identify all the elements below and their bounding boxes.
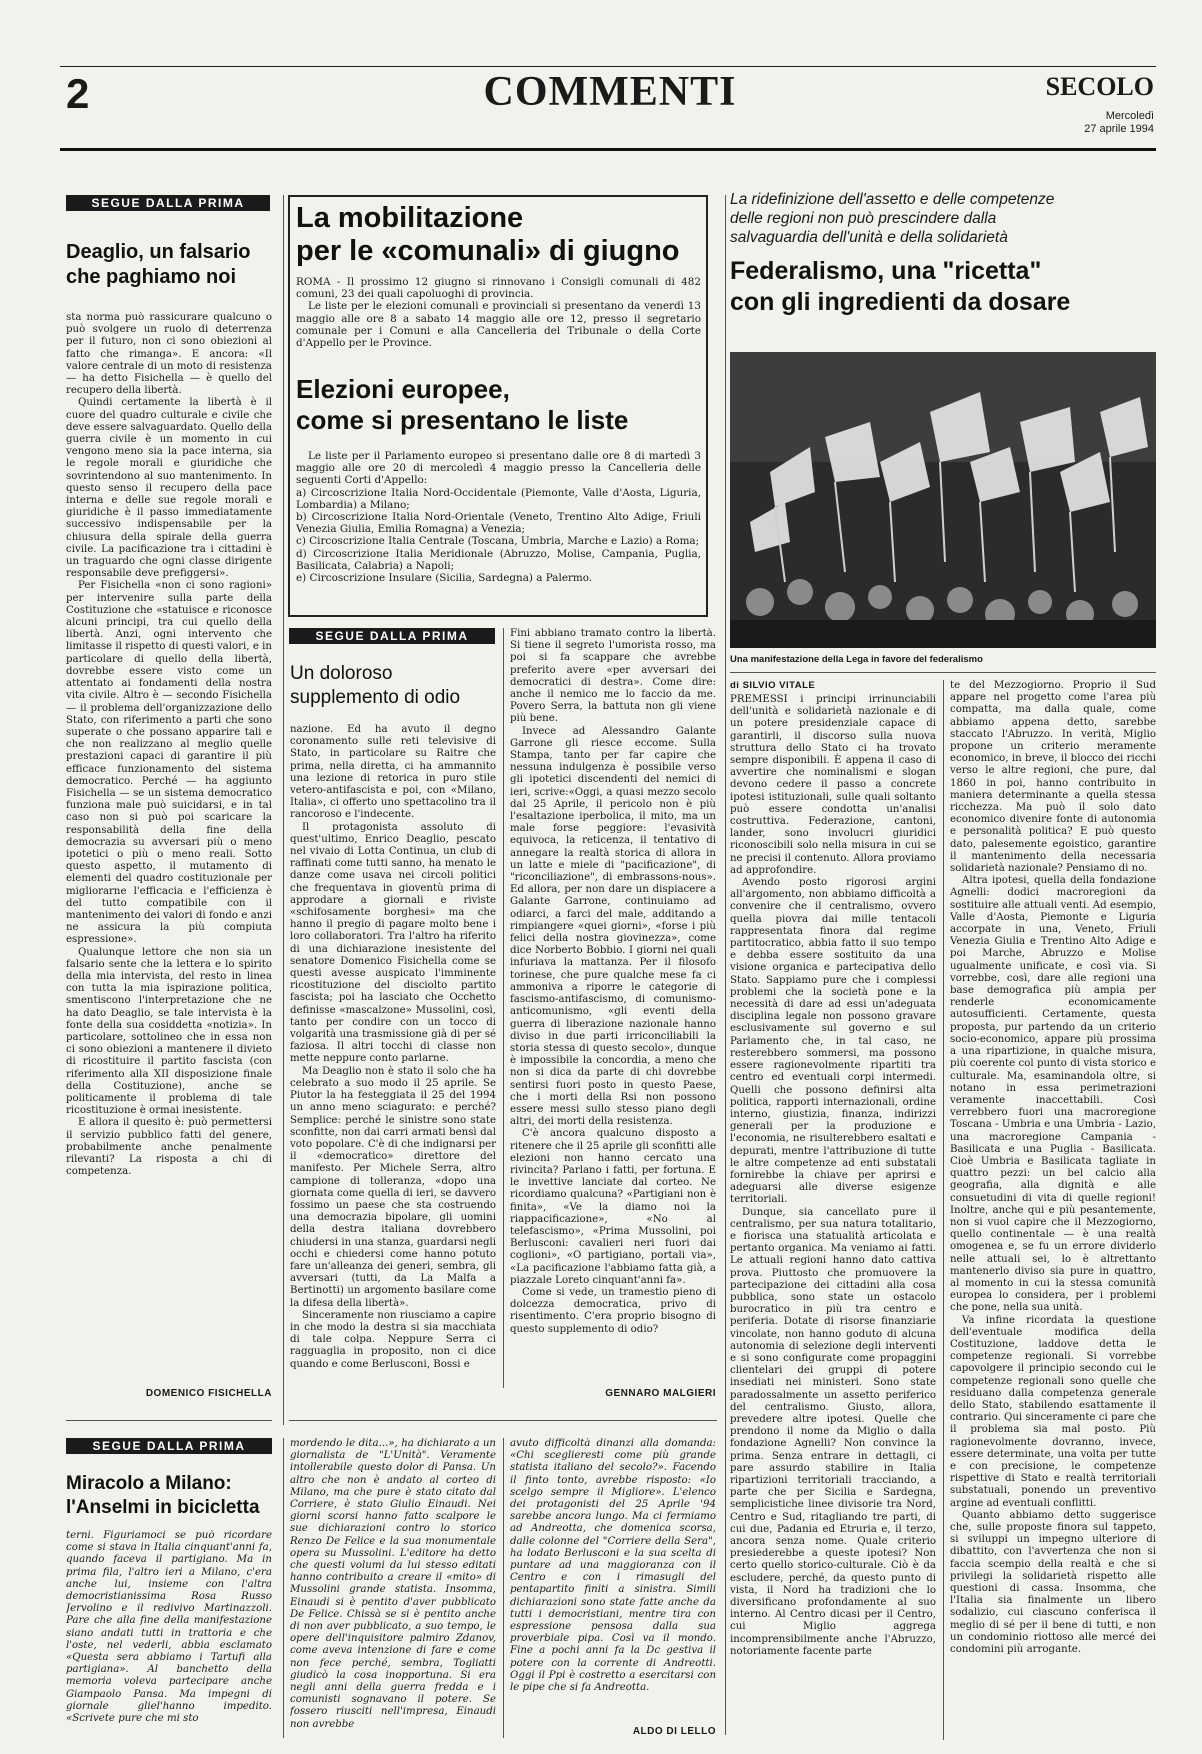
europee-headline-line2: come si presentano le liste bbox=[296, 405, 629, 435]
art2-column-1 bbox=[290, 724, 496, 1386]
column-rule bbox=[503, 1438, 504, 1738]
art4-kicker-line1: La ridefinizione dell'assetto e delle competenze bbox=[730, 191, 1055, 208]
art4-paragraph: Quanto abbiamo detto suggerisce che, sulle proposte finora sul tappeto, si sviluppi un impegno ulteriore di dibattito, con l'avvertenza che non si faccia scempio della realtà e che si privilegi la solidarietà rispetto alle questioni di cassa. Insomma, che l'Italia sia finalmente un libero sodalizio, cui ciascuno conferisca il meglio di sé per il bene di tutti, e non un condominio riottoso alle mercé dei condomini più arrogante. bbox=[950, 1509, 1156, 1656]
art3-column-1 bbox=[66, 1530, 272, 1740]
europee-headline bbox=[296, 374, 701, 436]
europee-intro: Le liste per il Parlamento europeo si presentano dalle ore 8 di martedì 3 maggio alle ore 20 di mercoledì 4 maggio presso la Cancelleria delle seguenti Corti d'Appello: bbox=[296, 450, 701, 487]
art4-headline-line2: con gli ingredienti da dosare bbox=[730, 288, 1071, 316]
art3-paragraph: avuto difficoltà dinanzi alla domanda: «Chi sceglieresti come più grande statista italiano del secolo?». Facendo il finto tonto, avrebbe risposto: «Io scelgo sempre il Migliore». L'elenco dei protagonisti del 25 Aprile '94 sarebbe ancora lungo. Ma ci fermiamo ad Andreotta, che domenica scorsa, dalle colonne del "Corriere della Sera", ha lodato Berlusconi e la sua scelta di puntare ad una maggioranza con il Centro e con i rimasugli del pentapartito finiti a sinistra. Simili dichiarazioni sono state fatte anche da tutti i democristiani, mentre tira con espressione pensosa dalla sua proverbiale pipa. Così va il mondo. Fine a pochi anni fa la Dc gestiva il potere con la corrente di Andreotti. Oggi il Ppi è costretto a esercitarsi con le pipe che si fa Andreotta. bbox=[510, 1438, 716, 1694]
europee-headline-line1: Elezioni europee, bbox=[296, 374, 510, 404]
comunali-headline-line2: per le «comunali» di giugno bbox=[296, 235, 680, 267]
art4-paragraph: te del Mezzogiorno. Proprio il Sud appare nel progetto come l'area più compatta, ma dalla quale, come abbiamo appena detto, sarebbe staccato l'Abruzzo. In verità, Miglio propone un criterio meramente economico, in breve, il blocco dei ricchi verso le altre regioni, che pure, dal 1860 in poi, hanno contribuito in maniera determinante a quella stessa ricchezza. Ma può il solo dato economico divenire fonte di autonomia e personalità politica? E può questo dato, palesemente egoistico, garantire il mantenimento della necessaria solidarietà nazionale? Pensiamo di no. bbox=[950, 680, 1156, 875]
art3-column-3 bbox=[510, 1438, 716, 1722]
art3-signature: ALDO DI LELLO bbox=[632, 1726, 716, 1737]
column-rule bbox=[943, 680, 944, 1740]
art2-paragraph: Fini abbiano tramato contro la libertà. Si tiene il segreto l'umorista rosso, ma poi si fa scappare che avrebbe preferito avere «per avversari dei democratici di destra». Come dire: anche il nemico me lo faccio da me. Povero Serra, la battuta non gli viene più bene. bbox=[510, 628, 716, 725]
art3-kicker-bar: SEGUE DALLA PRIMA bbox=[66, 1438, 272, 1454]
art2-headline-line2: supplemento di odio bbox=[290, 687, 461, 708]
art4-column-1 bbox=[730, 694, 936, 1744]
art3-headline bbox=[66, 1472, 278, 1520]
column-rule bbox=[283, 195, 284, 1425]
column-rule bbox=[725, 195, 726, 1735]
art1-headline-line2: che paghiamo noi bbox=[66, 266, 237, 288]
column-rule bbox=[503, 628, 504, 1388]
issue-weekday: Mercoledì bbox=[1105, 110, 1154, 122]
art3-headline-line1: Miracolo a Milano: bbox=[66, 1473, 232, 1494]
art1-paragraph: sta norma può rassicurare qualcuno o può svolgere un ruolo di deterrenza per il futuro, non ci sono obiezioni al fatto che rimanga». E ancora: «Il valore centrale di un moto di resistenza — ha detto Fisichella — è quello del recupero della libertà. bbox=[66, 312, 272, 397]
art4-paragraph: Altra ipotesi, quella della fondazione Agnelli: dodici macroregioni da sostituire alle attuali venti. Ad esempio, Valle d'Aosta, Piemonte e Liguria accorpate in una, Veneto, Friuli Venezia Giulia e Trentino Alto Adige e poi Marche, Abruzzo e Molise ugualmente unificate, e così via. Si vorrebbe, così, dare alle regioni una base demografica più ampia per renderle economicamente autosufficienti. Certamente, questa proposta, pur partendo da un criterio socio-economico, appare più prossima a una ripartizione, in qualche misura, più coerente col punto di vista storico e culturale. Ma, esaminandola oltre, si notano in essa perimetrazioni veramente inaccettabili. Così verrebbero fuori una macroregione Toscana - Umbria e una Umbria - Lazio, una macroregione Campania - Basilicata e una Puglia - Basilicata. Cioè Umbria e Basilicata tagliate in quattro pezzi: un bel calcio alla geografia, alla dignità e alle consuetudini di vita di quelle regioni! Inoltre, anche qui e più pesantemente, non si vuol capire che il Mezzogiorno, quello continentale — è una realtà omogenea e, se fu un errore dividerlo nelle attuali sei, lo è altrettanto mantenerlo diviso sia pure in quattro, al momento in cui la stessa comunità europea lo considera, per i problemi che pone, nella sua unità. bbox=[950, 875, 1156, 1314]
comunali-paragraph: ROMA - Il prossimo 12 giugno si rinnovano i Consigli comunali di 482 comuni, 23 dei quali capoluoghi di provincia. bbox=[296, 276, 701, 301]
europee-item: e) Circoscrizione Insulare (Sicilia, Sardegna) a Palermo. bbox=[296, 572, 593, 585]
art1-body bbox=[66, 312, 272, 1312]
art2-headline-line1: Un doloroso bbox=[290, 663, 393, 684]
art2-paragraph: C'è ancora qualcuno disposto a ritenere che il 25 aprile gli sconfitti alle elezioni non hanno cercato una rivincita? Parlano i fatti, per fortuna. E le invettive lanciate dal corteo. Ne ricordiamo qualcuna? «Partigiani non è finita», «Ve la diamo noi la riappacificazione», «No al telefascismo», «Prima Mussolini, poi Berlusconi: cavalieri neri fuori dai coglioni», «O partigiano, portali via», «La pacificazione l'abbiamo fatta già, a piazzale Loreto cinquant'anni fa». bbox=[510, 1128, 716, 1286]
photo-illustration bbox=[730, 352, 1156, 648]
art2-paragraph: Ma Deaglio non è stato il solo che ha celebrato a suo modo il 25 aprile. Se Piutor la ha festeggiata il 25 del 1994 un anno meno sciagurato: e perché? Semplice: perché le sinistre sono state sconfitte, non dai carri armati bensì dal voto popolare. C'è di che indignarsi per il «democratico» direttore del manifesto. Per Michele Serra, altro campione di tolleranza, «dopo una giornata come quella di ieri, se davvero fossimo un paese che sta costruendo una democrazia bipolare, gli uomini della destra italiana dovrebbero chiudersi in una stanza, guardarsi negli occhi e chiedersi come hanno potuto fare un'alleanza dei generi, sembra, gli avversari (tutti, da La Malfa a Bertinotti) un argomento basilare come la difesa della libertà». bbox=[290, 1065, 496, 1309]
art4-paragraph: Va infine ricordata la questione dell'eventuale modifica della Costituzione, laddove detta le competenze regionali. Si vorrebbe capovolgere il principio secondo cui le competenze regionali sono quelle che residuano dalla competenza generale dello Stato, stabilendo esattamente il contrario. Qui sinceramente ci pare che il problema sia mal posto. Più ragionevolmente dovranno, invece, essere determinate, una volta per tutte e con precisione, le competenze rispettive di Stato e realtà territoriali substatuali, ponendo un preventivo argine ad eventuali conflitti. bbox=[950, 1314, 1156, 1509]
art1-headline bbox=[66, 240, 276, 290]
art1-headline-line1: Deaglio, un falsario bbox=[66, 241, 251, 263]
art3-paragraph: mordendo le dita...», ha dichiarato a un giornalista de "L'Unità". Veramente intollerabile questo dolor di Pansa. Un altro che non è andato al corteo di Milano, ma che pure è stato citato dal Corriere, è stato Giulio Einaudi. Nei giorni scorsi hanno fatto scalpore le sue dichiarazioni contro lo storico Renzo De Felice e la sua monumentale opera su Mussolini. L'editore ha detto che questi volumi da lui stesso editati hanno contribuito a creare il «mito» di Mussolini grande statista. Insomma, Einaudi si è pentito d'aver pubblicato De Felice. Chissà se si è pentito anche di non aver pubblicato, a suo tempo, le opere dell'inquisitore palmiro Zdanov, come aveva intenzione di fare e come non fece perché, sembra, Togliatti giudicò la cosa inopportuna. Si era negli anni della guerra fredda e i comunisti sognavano il potere. Se fossero riusciti nell'impresa, Einaudi non avrebbe bbox=[290, 1438, 496, 1730]
masthead-logo: SECOLO bbox=[1045, 72, 1154, 101]
top-rule bbox=[60, 66, 1156, 67]
europee-body bbox=[296, 450, 701, 612]
art4-paragraph: Dunque, sia cancellato pure il centralismo, per sua natura totalitario, e fiorisca una statualità articolata e pertanto organica. Ma veniamo ai fatti. Le attuali regioni hanno dato cattiva prova. Piuttosto che promuovere la partecipazione dei cittadini alla cosa pubblica, sono state un ostacolo burocratico in più tra centro e periferia. Dotate di risorse finanziarie vincolate, non hanno goduto di alcuna autonomia di selezione degli interventi e si sono configurate come propaggini clientelari dei gruppi di potere insediati nei ministeri. Sono state paradossalmente un assetto periferico del centralismo. Giusto, allora, prevedere altre ipotesi. Quelle che prendono il nome da Miglio o dalla fondazione Agnelli? Non convince la prima. Senza entrare in dettagli, ci pare assurdo stabilire in Italia ripartizioni territoriali tracciando, a parte che per Sicilia e Sardegna, semplicistiche linee divisorie tra Nord, Centro e Sud, ritagliando tre parti, di cui due, Padania ed Etruria e, il terzo, ancora senza nome. Quale criterio presiederebbe a queste ipotesi? Non certo quello storico-culturale. Ciò è da escludere, perché, da questo punto di vista, il Nord ha tradizioni che lo diversificano profondamente al suo interno. Al Centro dicasi per il Centro, cui Miglio aggrega incomprensibilmente anche l'Abruzzo, notoriamente facente parte bbox=[730, 1206, 936, 1657]
europee-item: c) Circoscrizione Italia Centrale (Toscana, Umbria, Marche e Lazio) a Roma; bbox=[296, 535, 700, 548]
comunali-headline-line1: La mobilitazione bbox=[296, 202, 524, 234]
art2-kicker-bar: SEGUE DALLA PRIMA bbox=[289, 628, 495, 644]
column-rule bbox=[283, 1438, 284, 1738]
art1-signature: DOMENICO FISICHELLA bbox=[145, 1388, 272, 1399]
art4-column-2 bbox=[950, 680, 1156, 1744]
art2-paragraph: Il protagonista assoluto di quest'ultimo, Enrico Deaglio, pescato nel vivaio di Lotta Continua, un club di raffinati come tutti sanno, ha menato le danze come usava nei circoli politici che frequentava in gioventù prima di approdare a giornali e riviste «schifosamente borghesi» ma che hanno il pregio di pagare molto bene i loro collaboratori. Tra l'altro ha riferito di una dichiarazione inesistente del senatore Domenico Fisichella come se questi avesse auspicato l'imminente ricostituzione del disciolto partito fascista; poi ha lasciato che Occhetto definisse «mascalzone» Mussolini, così, tanto per condire con un tocco di volgarità una trasmissione già di per sé faziosa. Il altri tocchi di classe non mette neppure conto parlarne. bbox=[290, 821, 496, 1065]
art2-paragraph: nazione. Ed ha avuto il degno coronamento sulle reti televisive di Stato, in particolare su Raitre che prima, nella diretta, ci ha ammannito una lezione di retorica in puro stile vetero-antifascista e poi, con «Milano, Italia», ci offerto uno spettacolino tra il rancoroso e l'indecente. bbox=[290, 724, 496, 821]
art1-kicker-bar: SEGUE DALLA PRIMA bbox=[66, 195, 270, 211]
page-number: 2 bbox=[66, 70, 90, 117]
art1-paragraph: Quindi certamente la libertà è il cuore del quadro culturale e civile che deve essere salvaguardato. Quello della guerra civile è un momento in cui vengono meno sia la pace interna, sia le regole morali e giuridiche che sovrintendono al suo mantenimento. In questo senso il recupero della pace interna e delle sue regole morali e giuridiche è il passo immediatamente successivo indispensabile per la chiusura della spirale della guerra civile. La pacificazione tra i cittadini è un traguardo che ogni classe dirigente responsabile deve prefiggersi». bbox=[66, 397, 272, 580]
photo-caption: Una manifestazione della Lega in favore del federalismo bbox=[730, 654, 983, 665]
europee-item: d) Circoscrizione Italia Meridionale (Abruzzo, Molise, Campania, Puglia, Basilicata, Calabria) a Napoli; bbox=[296, 547, 701, 572]
art3-headline-line2: l'Anselmi in bicicletta bbox=[66, 1497, 260, 1518]
art2-end-rule bbox=[289, 1420, 717, 1421]
europee-item: a) Circoscrizione Italia Nord-Occidentale (Piemonte, Valle d'Aosta, Liguria, Lombardia) a Milano; bbox=[296, 486, 701, 511]
europee-item: b) Circoscrizione Italia Nord-Orientale (Veneto, Trentino Alto Adige, Friuli Venezia Giulia, Emilia Romagna) a Venezia; bbox=[296, 511, 701, 536]
art2-paragraph: Come si vede, un tramestio pieno di dolcezza democratica, privo di risentimento. C'era proprio bisogno di questo supplemento di odio? bbox=[510, 1286, 716, 1335]
art3-column-2 bbox=[290, 1438, 496, 1738]
lega-rally-photo bbox=[730, 352, 1156, 648]
art3-paragraph: terni. Figuriamoci se può ricordare come si stava in Italia cinquant'anni fa, quando faceva il partigiano. Ma in prima fila, l'altro ieri a Milano, c'era anche lui, insieme con l'altra democristianissima Rosa Russo Jervolino e il redivivo Martinazzoli. Pare che alla fine della manifestazione siano andati tutti in trattoria e che l'oste, nel vederli, abbia esclamato «Questa sera abbiamo i Tartufi alla partigiana». Al banchetto della memoria voleva partecipare anche Giampaolo Pansa. Ma impegni di giornale gliel'hanno impedito. «Scrivete pure che mi sto bbox=[66, 1530, 272, 1725]
art4-paragraph: Avendo posto rigorosi argini all'argomento, non abbiamo difficoltà a convenire che il centralismo, ovvero quella piovra dai mille tentacoli rappresentata finora dal regime partitocratico, abbia fatto il suo tempo e debba essere sostituito da una visione organica e partecipativa dello Stato. Sappiamo pure che i complessi problemi che la società pone e la necessità di dare ad essi un'adeguata disciplina legale non possono gravare esclusivamente sul governo e sul Parlamento che, in tal caso, ne resterebbero sommersi, ma possono essere ragionevolmente ripartiti tra centro ed eventuali corpi intermedi. Quelli che possono definirsi alta politica, rapporti internazionali, ordine interno, giustizia, finanza, indirizzi generali per la produzione e l'economia, ne risulterebbero esaltati e depurati, mentre l'attribuzione di tutte le altre competenze ad enti substatali fornirebbe la chiave per aprirsi e adeguarsi alle diverse esigenze territoriali. bbox=[730, 877, 936, 1206]
art2-column-2 bbox=[510, 628, 716, 1380]
art4-kicker-line2: delle regioni non può prescindere dalla bbox=[730, 210, 997, 227]
art4-kicker bbox=[730, 190, 1160, 247]
art2-headline bbox=[290, 662, 500, 710]
section-title: COMMENTI bbox=[483, 69, 737, 115]
art2-paragraph: Sinceramente non riusciamo a capire in che modo la destra si sia macchiata di tale colpa. Neppure Serra ci ragguaglia in proposito, non ci dice quando e come Berlusconi, Bossi e bbox=[290, 1309, 496, 1370]
art1-end-rule bbox=[66, 1420, 272, 1421]
art4-headline-line1: Federalismo, una "ricetta" bbox=[730, 257, 1042, 285]
art4-headline bbox=[730, 256, 1160, 318]
art4-paragraph: PREMESSI i principi irrinunciabili dell'unità e solidarietà nazionale e di un potere presidenziale capace di garantirli, il discorso sulla nuova struttura dello Stato ci ha trovato sempre disponibili. È appena il caso di avvertire che nominalismi e slogan devono cedere il passo a concrete ipotesi istituzionali, sulle quali soltanto può essere condotta un'analisi costruttiva. Federazione, cantoni, lander, sono involucri giuridici riconoscibili solo nella misura in cui se ne precisi il contenuto. Allora proviamo ad approfondire. bbox=[730, 694, 936, 876]
art1-paragraph: Qualunque lettore che non sia un falsario sente che la lettera e lo spirito della mia intervista, del resto in linea con tutta la mia ispirazione politica, smentiscono l'interpretazione che ne ha dato Deaglio, se tale intervista è la fonte della sua cosiddetta «notizia». In particolare, sottolineo che in essa non ci sono obiezioni a mantenere il divieto di ricostituire il partito fascista (con riferimento alla XII disposizione finale della Costituzione), anche se politicamente il problema di tale ricostituzione è ormai inesistente. bbox=[66, 946, 272, 1117]
art1-paragraph: Per Fisichella «non ci sono ragioni» per intervenire sulla parte della Costituzione che «statuisce e riconosce alcuni principi, tra cui quello della libertà. Anzi, ogni intervento che limitasse il rispetto di questi valori, e in particolare di quello della libertà, dovrebbe essere visto come un attentato ai fondamenti della nostra vita civile. Altro è — secondo Fisichella — il problema dell'organizzazione dello Stato, con riferimento a parti che sono superate o che possano apparire tali e che non realizzano al meglio quelle prestazioni capaci di garantire il più efficace funzionamento del sistema democratico. Perché — ha aggiunto Fisichella — se un sistema democratico funziona male può suicidarsi, e in tal caso non si può poi scaricare la responsabilità della fine della democrazia su avversari più o meno ipotetici o più o meno reali. Sotto questo aspetto, il mutamento di elementi del quadro costituzionale per migliorarne l'efficacia e l'efficienza è del tutto compatibile con il mantenimento dei valori di fondo e anzi ne assicura la più compiuta espressione». bbox=[66, 580, 272, 946]
comunali-body bbox=[296, 276, 701, 360]
issue-date: 27 aprile 1994 bbox=[1084, 123, 1154, 135]
comunali-headline bbox=[296, 202, 701, 268]
header-rule bbox=[60, 148, 1156, 151]
art4-byline: di SILVIO VITALE bbox=[730, 680, 816, 691]
art1-paragraph: E allora il quesito è: può permettersi il servizio pubblico fatti del genere, probabilmente anche penalmente rilevanti? La risposta a chi di competenza. bbox=[66, 1117, 272, 1178]
art2-signature: GENNARO MALGIERI bbox=[605, 1388, 716, 1399]
comunali-paragraph: Le liste per le elezioni comunali e provinciali si presentano da venerdì 13 maggio alle ore 8 a sabato 14 maggio alle ore 12, presso il segretario comunale per i Comuni e alla Cancelleria del Tribunale o della Corte d'Appello per le Province. bbox=[296, 300, 701, 350]
caption-rule bbox=[730, 672, 1156, 673]
art2-paragraph: Invece ad Alessandro Galante Garrone gli riesce eccome. Sulla Stampa, tanto per far capire che nessuna indulgenza è possibile verso gli ipotetici discendenti del nemici di ieri, scrive:«Oggi, a quasi mezzo secolo dal 25 Aprile, il pericolo non è più l'esaltazione iperbolica, il mito, ma un male forse peggiore: l'evasività equivoca, la reticenza, il tentativo di annegare la realtà storica di allora in un latte e miele di "pacificazione", di "riconciliazione", di embrassons-nous». Ed allora, per non dare un dispiacere a Galante Garrone, continuiamo ad odiarci, a farci del male, additando a rimpiangere «quei giorni», «forse i più felici della nostra giovinezza», come dice Norberto Bobbio. I giorni nei quali infuriava la mattanza. Per il filosofo torinese, che pure qualche mese fa ci ammoniva a riporre le categorie di fascismo-antifascismo, di comunismo-anticomunismo, «gli eventi della guerra di liberazione nazionale hanno diviso in due parti irriconciliabili la storia stessa di questo secolo», dunque è impossibile la concordia, a meno che non si dica da parte di chi dovrebbe sentirsi fuori posto in questo Paese, che i morti della Rsi non possono essere messi sullo stesso piano degli altri, dei morti della resistenza. bbox=[510, 725, 716, 1128]
art4-kicker-line3: salvaguardia dell'unità e della solidarietà bbox=[730, 229, 1008, 246]
